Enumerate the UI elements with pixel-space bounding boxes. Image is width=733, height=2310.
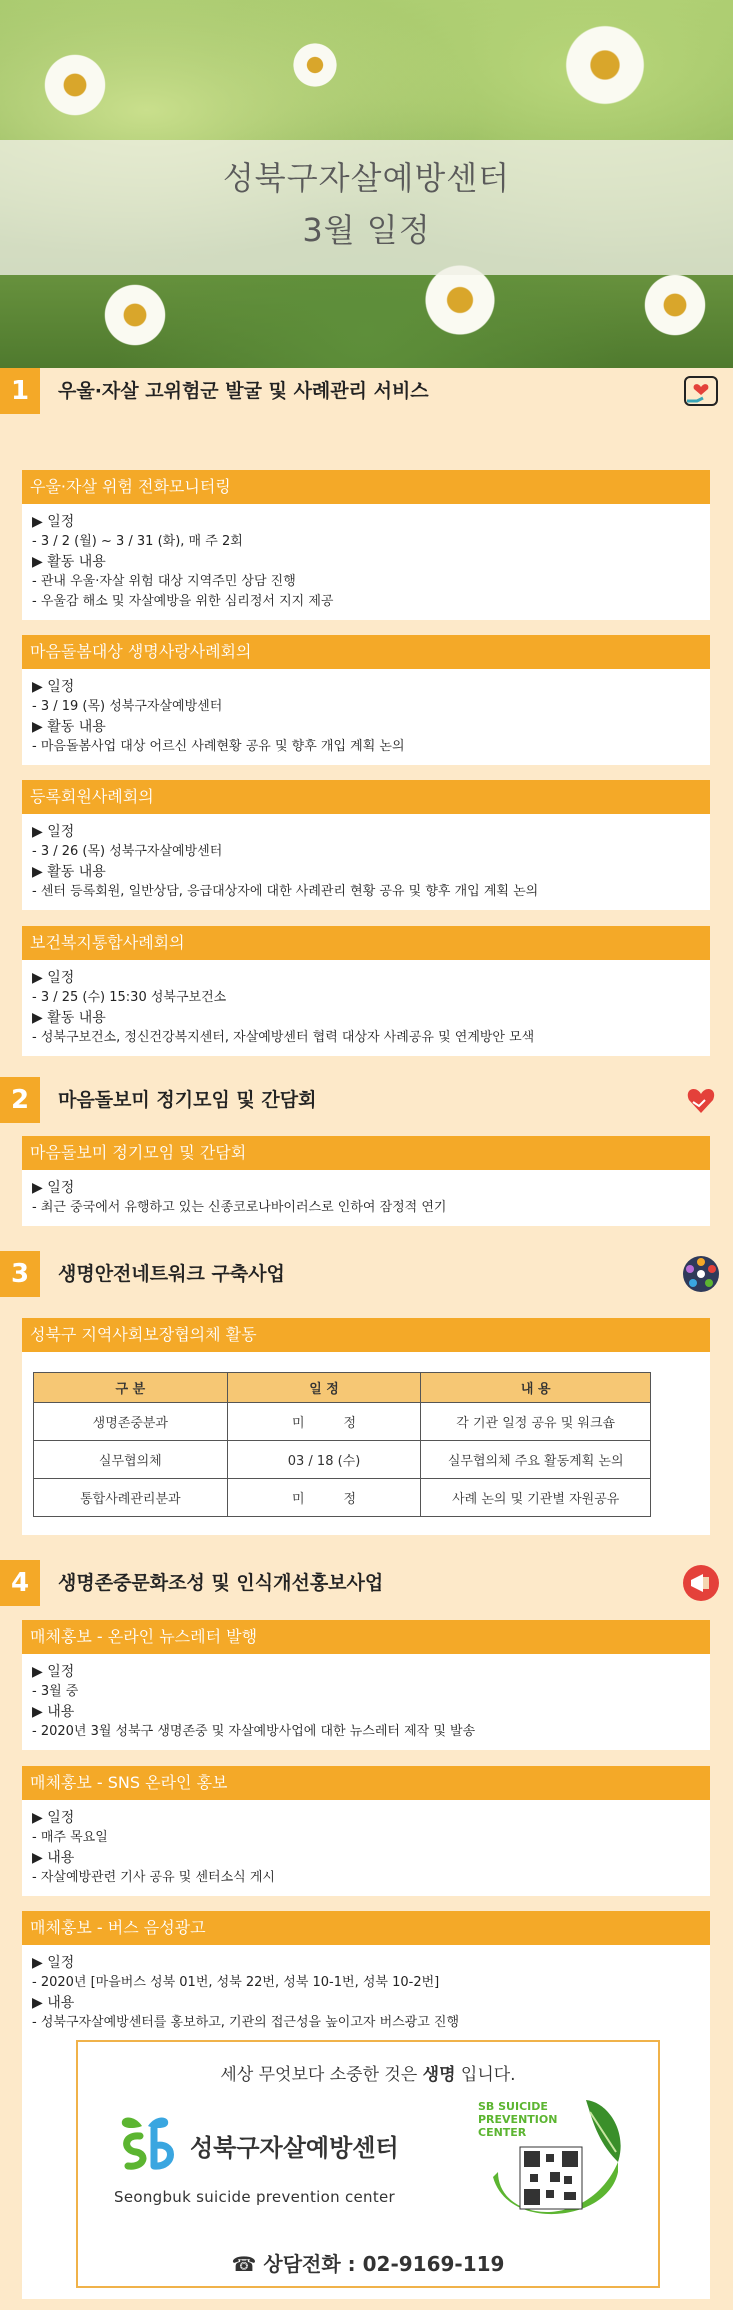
card-online-newsletter [22,1620,710,1750]
schedule-label: ▶ 일정 [32,1664,75,1680]
schedule-value: - 매주 목요일 [32,1830,108,1845]
schedule-label: ▶ 일정 [32,970,75,986]
section-title: 마음돌보미 정기모임 및 간담회 [58,1089,317,1111]
card-title: 성북구 지역사회보장협의체 활동 [22,1318,710,1352]
motto-prefix: 세상 무엇보다 소중한 것은 [220,2065,423,2085]
card-title: 매체홍보 - 버스 음성광고 [22,1911,710,1945]
phone-number: ☎ 상담전화 : 02-9169-119 [231,2252,505,2276]
activity-label: ▶ 활동 내용 [32,864,106,880]
schedule-label: ▶ 일정 [32,824,75,840]
content-value: - 자살예방관련 기사 공유 및 센터소식 게시 [32,1870,275,1885]
card-title: 등록회원사례회의 [22,780,710,814]
motto-emphasis: 생명 [422,2065,456,2085]
card-member-case-meeting [22,780,710,910]
section-title: 생명존중문화조성 및 인식개선홍보사업 [58,1572,384,1594]
table-cell: 사례 논의 및 기관별 자원공유 [421,1479,651,1517]
activity-label: ▶ 활동 내용 [32,1010,106,1026]
schedule-label: ▶ 일정 [32,514,75,530]
org-name-en: Seongbuk suicide prevention center [114,2188,396,2206]
activity-value: - 우울감 해소 및 자살예방을 위한 심리정서 지지 제공 [32,594,334,609]
section-title: 생명안전네트워크 구축사업 [58,1263,285,1285]
schedule-value: - 3 / 26 (목) 성북구자살예방센터 [32,844,223,859]
hero-banner [0,0,733,368]
page-subtitle: 3월 일정 [302,211,431,249]
card-title: 매체홍보 - SNS 온라인 홍보 [22,1766,710,1800]
page-title: 성북구자살예방센터 [222,159,511,197]
card-title: 보건복지통합사례회의 [22,926,710,960]
sb-logo-icon [114,2106,184,2172]
table-cell: 생명존중분과 [34,1403,228,1441]
flower-decoration [640,270,710,340]
hand-heart-icon [681,371,721,411]
flower-decoration [290,40,340,90]
table-cell: 03 / 18 (수) [227,1441,421,1479]
schedule-label: ▶ 일정 [32,1180,75,1196]
section-2-header [0,1077,733,1123]
card-title: 매체홍보 - 온라인 뉴스레터 발행 [22,1620,710,1654]
activity-label: ▶ 활동 내용 [32,554,106,570]
activity-value: - 성북구보건소, 정신건강복지센터, 자살예방센터 협력 대상자 사례공유 및 연계방안 모색 [32,1030,535,1045]
table-cell: 미 정 [227,1479,421,1517]
section-3-header [0,1251,733,1297]
card-phone-monitoring [22,470,710,620]
section-title: 우울·자살 고위험군 발굴 및 사례관리 서비스 [58,380,429,402]
table-row [34,1403,651,1441]
schedule-value: - 3 / 2 (월) ~ 3 / 31 (화), 매 주 2회 [32,534,243,549]
schedule-label: ▶ 일정 [32,679,75,695]
activity-value: - 관내 우울·자살 위험 대상 지역주민 상담 진행 [32,574,296,589]
section-number: 4 [0,1560,40,1606]
schedule-value: - 최근 중국에서 유행하고 있는 신종코로나바이러스로 인하여 잠정적 연기 [32,1200,447,1215]
schedule-value: - 3 / 19 (목) 성북구자살예방센터 [32,699,223,714]
table-cell: 미 정 [227,1403,421,1441]
table-row [34,1479,651,1517]
content-value: - 성북구자살예방센터를 홍보하고, 기관의 접근성을 높이고자 버스광고 진행 [32,2015,460,2030]
section-1-header [0,368,733,414]
section-number: 1 [0,368,40,414]
card-title: 마음돌보미 정기모임 및 간담회 [22,1136,710,1170]
table-cell: 각 기관 일정 공유 및 워크숍 [421,1403,651,1441]
schedule-value: - 3월 중 [32,1684,79,1699]
card-care-case-meeting [22,635,710,765]
schedule-table [33,1372,651,1517]
motto-text [78,2060,658,2085]
card-title: 마음돌봄대상 생명사랑사례회의 [22,635,710,669]
activity-value: - 센터 등록회원, 일반상담, 응급대상자에 대한 사례관리 현황 공유 및 향후 개입 계획 논의 [32,884,539,899]
table-header-cell: 내 용 [421,1373,651,1403]
megaphone-icon [681,1563,721,1603]
flower-decoration [560,20,650,110]
flower-decoration [40,50,110,120]
section-number: 2 [0,1077,40,1123]
table-header-cell: 일 정 [227,1373,421,1403]
card-sns-promotion [22,1766,710,1896]
table-header-row [34,1373,651,1403]
svg-text:SB SUICIDE: SB SUICIDE [478,2100,548,2113]
table-cell: 실무협의체 주요 활동계획 논의 [421,1441,651,1479]
content-label: ▶ 내용 [32,1850,75,1866]
activity-label: ▶ 활동 내용 [32,719,106,735]
schedule-value: - 3 / 25 (수) 15:30 성북구보건소 [32,990,227,1005]
content-value: - 2020년 3월 성북구 생명존중 및 자살예방사업에 대한 뉴스레터 제작 및 발송 [32,1724,476,1739]
network-circle-icon [681,1254,721,1294]
contact-box [76,2040,660,2288]
section-4-header [0,1560,733,1606]
card-title: 우울·자살 위험 전화모니터링 [22,470,710,504]
flower-decoration [100,280,170,350]
table-header-cell: 구 분 [34,1373,228,1403]
table-row [34,1441,651,1479]
schedule-label: ▶ 일정 [32,1810,75,1826]
content-label: ▶ 내용 [32,1704,75,1720]
svg-text:CENTER: CENTER [478,2126,527,2139]
card-integrated-case-meeting [22,926,710,1056]
motto-suffix: 입니다. [455,2065,516,2085]
card-volunteer-meeting [22,1136,710,1226]
section-number: 3 [0,1251,40,1297]
content-label: ▶ 내용 [32,1995,75,2011]
heart-hands-icon [681,1080,721,1120]
table-cell: 실무협의체 [34,1441,228,1479]
activity-value: - 마음돌봄사업 대상 어르신 사례현황 공유 및 향후 개입 계획 논의 [32,739,405,754]
org-name: 성북구자살예방센터 [190,2134,399,2162]
schedule-value: - 2020년 [마을버스 성북 01번, 성북 22번, 성북 10-1번, 성북 10-2번] [32,1975,440,1990]
svg-text:PREVENTION: PREVENTION [478,2113,558,2126]
table-cell: 통합사례관리분과 [34,1479,228,1517]
schedule-label: ▶ 일정 [32,1955,75,1971]
qr-code-badge-icon [468,2092,638,2242]
